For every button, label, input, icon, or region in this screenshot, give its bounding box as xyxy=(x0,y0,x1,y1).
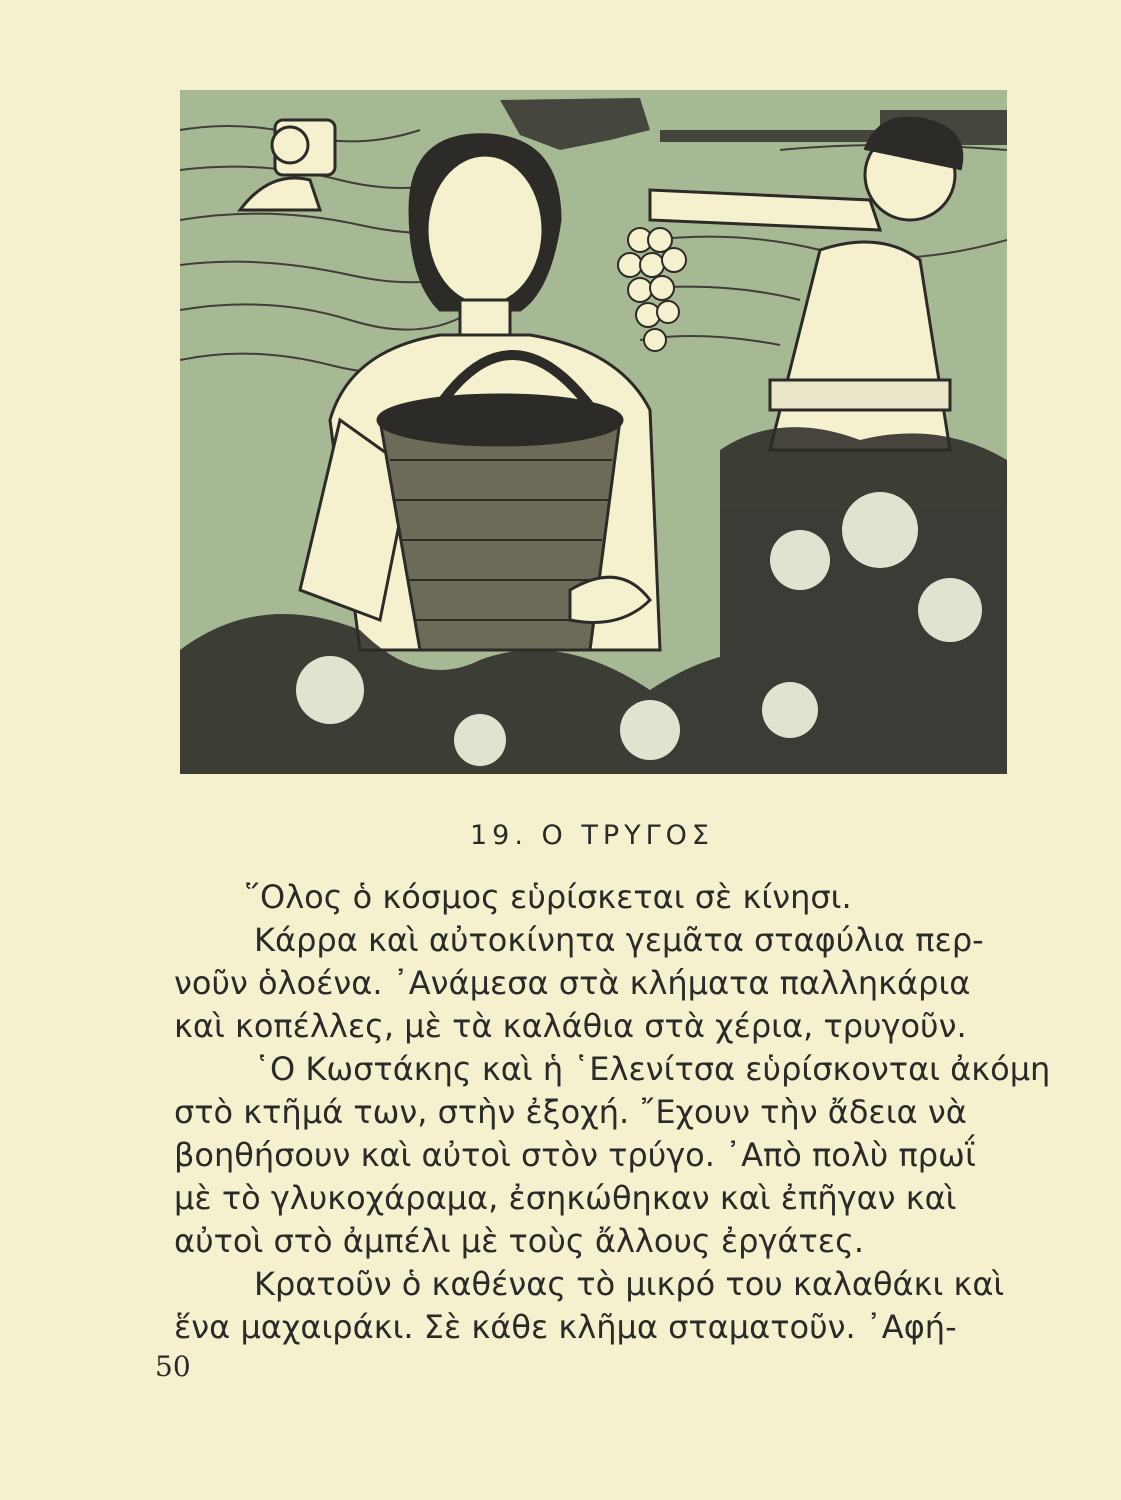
text-line: Κρατοῦν ὁ καθένας τὸ μικρό του καλαθάκι καὶ xyxy=(254,1265,1005,1303)
text-line: ἕνα μαχαιράκι. Σὲ κάθε κλῆμα σταματοῦν. ᾿Αφή- xyxy=(174,1308,957,1346)
text-line: βοηθήσουν καὶ αὐτοὶ στὸν τρύγο. ᾿Απὸ πολὺ πρωΐ xyxy=(174,1136,976,1174)
lesson-title: 19. Ο ΤΡΥΓΟΣ xyxy=(470,820,714,851)
text-line: καὶ κοπέλλες, μὲ τὰ καλάθια στὰ χέρια, τρυγοῦν. xyxy=(174,1007,967,1045)
body-text xyxy=(174,876,1051,1349)
text-line: στὸ κτῆμά των, στὴν ἐξοχή. ῎Εχουν τὴν ἄδεια νὰ xyxy=(174,1093,967,1131)
text-line: νοῦν ὁλοένα. ᾿Ανάμεσα στὰ κλήματα παλληκάρια xyxy=(174,964,971,1002)
text-line: ῞Ολος ὁ κόσμος εὑρίσκεται σὲ κίνησι. xyxy=(244,878,852,916)
grape-harvest-woodcut-icon xyxy=(180,90,1007,774)
text-line: μὲ τὸ γλυκοχάραμα, ἐσηκώθηκαν καὶ ἐπῆγαν καὶ xyxy=(174,1179,957,1217)
grape-harvest-illustration xyxy=(180,90,1007,774)
page-number: 50 xyxy=(155,1350,191,1383)
text-line: Κάρρα καὶ αὐτοκίνητα γεμᾶτα σταφύλια περ- xyxy=(254,921,984,959)
text-line: αὐτοὶ στὸ ἀμπέλι μὲ τοὺς ἄλλους ἐργάτες. xyxy=(174,1222,865,1260)
text-line: ῾Ο Κωστάκης καὶ ἡ ῾Ελενίτσα εὑρίσκονται ἀκόμη xyxy=(254,1050,1051,1088)
